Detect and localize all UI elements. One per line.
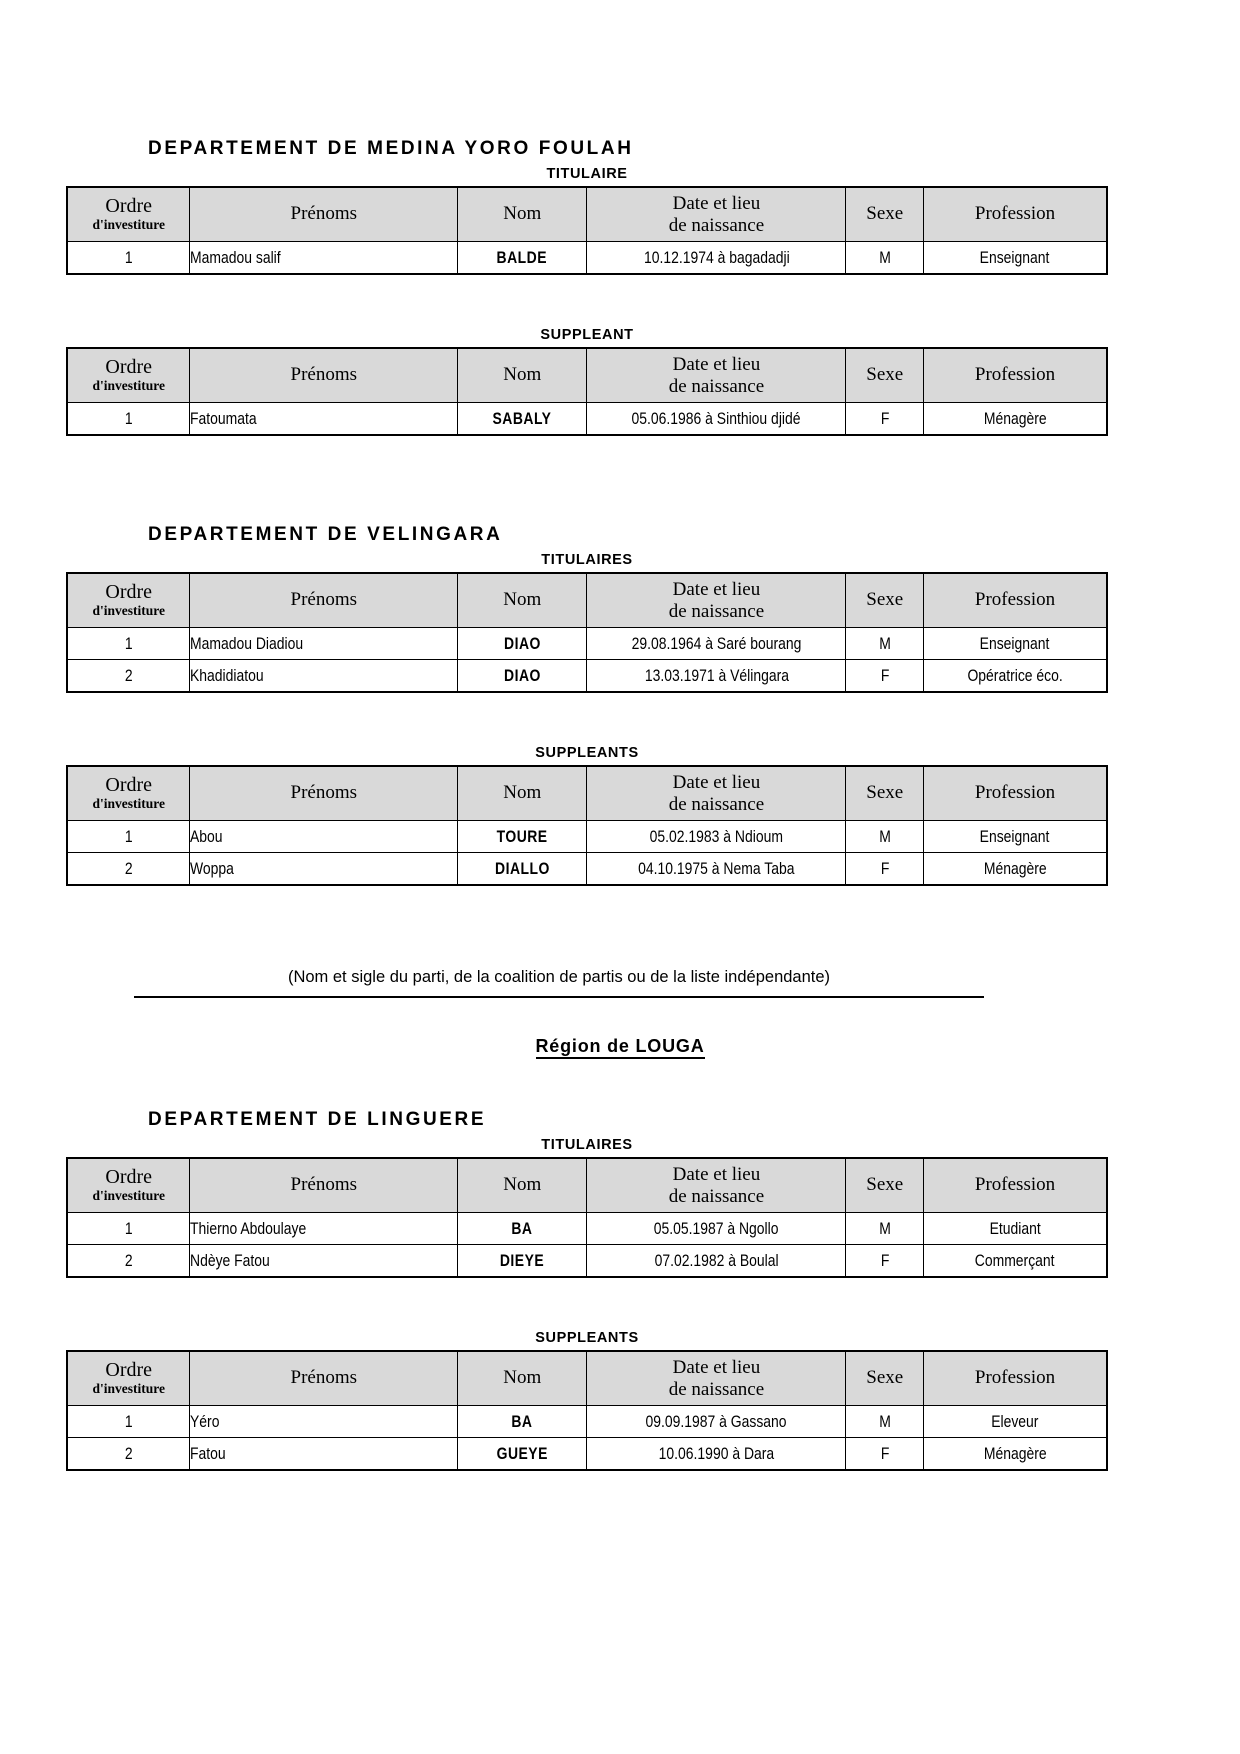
value-nom: TOURE bbox=[496, 826, 548, 846]
value-nom: BA bbox=[511, 1411, 533, 1431]
cell-sexe bbox=[846, 1438, 924, 1471]
cell-nom bbox=[458, 821, 587, 853]
cell-sexe bbox=[846, 242, 924, 275]
roster-table-medina-titulaire bbox=[66, 186, 1108, 275]
column-header-prenoms: Prénoms bbox=[190, 348, 458, 403]
table-row bbox=[67, 660, 1107, 693]
column-header-prenoms: Prénoms bbox=[190, 187, 458, 242]
table-header-row bbox=[67, 1158, 1107, 1213]
cell-sexe bbox=[846, 821, 924, 853]
value-nom: DIAO bbox=[503, 633, 541, 653]
column-header-sexe: Sexe bbox=[846, 187, 924, 242]
cell-prenoms bbox=[190, 821, 458, 853]
cell-nom bbox=[458, 1406, 587, 1438]
column-header-nom: Nom bbox=[458, 573, 587, 628]
value-profession: Commerçant bbox=[975, 1250, 1055, 1270]
date-line-1: Date et lieu bbox=[672, 578, 761, 600]
cell-profession bbox=[924, 1406, 1107, 1438]
cell-ordre bbox=[67, 242, 190, 275]
cell-prenoms bbox=[190, 403, 458, 436]
value-ordre: 2 bbox=[124, 858, 133, 878]
column-header-ordre bbox=[67, 348, 190, 403]
column-header-nom: Nom bbox=[458, 187, 587, 242]
table-caption-titulaires: TITULAIRES bbox=[541, 552, 633, 568]
cell-date bbox=[587, 242, 846, 275]
value-profession: Enseignant bbox=[980, 826, 1050, 846]
table-row bbox=[67, 821, 1107, 853]
spacer bbox=[0, 886, 1240, 968]
value-nom: BALDE bbox=[497, 247, 548, 267]
value-date: 07.02.1982 à Boulal bbox=[654, 1250, 779, 1270]
table-row bbox=[67, 1245, 1107, 1278]
department-heading-medina-yoro-foulah: DEPARTEMENT DE MEDINA YORO FOULAH bbox=[148, 138, 634, 159]
spacer bbox=[0, 436, 1240, 524]
value-date: 04.10.1975 à Nema Taba bbox=[638, 858, 795, 878]
date-line-2: de naissance bbox=[668, 600, 765, 622]
table-caption-suppleants: SUPPLEANTS bbox=[535, 745, 639, 761]
party-name-line: (Nom et sigle du parti, de la coalition de partis ou de la liste indépendante) bbox=[134, 968, 984, 998]
cell-date bbox=[587, 1406, 846, 1438]
cell-date bbox=[587, 660, 846, 693]
column-header-sexe: Sexe bbox=[846, 348, 924, 403]
column-header-sexe: Sexe bbox=[846, 1158, 924, 1213]
value-date: 05.02.1983 à Ndioum bbox=[649, 826, 784, 846]
spacer bbox=[0, 693, 1240, 739]
region-title bbox=[0, 998, 1240, 1057]
cell-prenoms bbox=[190, 1213, 458, 1245]
value-profession: Opératrice éco. bbox=[967, 665, 1063, 685]
cell-profession bbox=[924, 853, 1107, 886]
cell-ordre bbox=[67, 1406, 190, 1438]
date-line-2: de naissance bbox=[668, 375, 765, 397]
cell-prenoms bbox=[190, 853, 458, 886]
value-profession: Etudiant bbox=[989, 1218, 1041, 1238]
value-date: 10.06.1990 à Dara bbox=[658, 1443, 775, 1463]
value-profession: Enseignant bbox=[980, 633, 1050, 653]
column-header-profession: Profession bbox=[924, 348, 1107, 403]
value-sexe: M bbox=[878, 826, 891, 846]
column-header-date-lieu-naissance bbox=[587, 573, 846, 628]
column-header-ordre bbox=[67, 766, 190, 821]
date-line-1: Date et lieu bbox=[672, 192, 761, 214]
column-header-profession: Profession bbox=[924, 573, 1107, 628]
column-header-prenoms: Prénoms bbox=[190, 766, 458, 821]
cell-sexe bbox=[846, 853, 924, 886]
column-header-date-lieu-naissance bbox=[587, 1351, 846, 1406]
date-line-2: de naissance bbox=[668, 793, 765, 815]
table-header-row bbox=[67, 573, 1107, 628]
cell-date bbox=[587, 628, 846, 660]
cell-ordre bbox=[67, 1438, 190, 1471]
value-sexe: M bbox=[878, 633, 891, 653]
cell-date bbox=[587, 1213, 846, 1245]
date-line-1: Date et lieu bbox=[672, 353, 761, 375]
cell-ordre bbox=[67, 1245, 190, 1278]
value-nom: DIALLO bbox=[494, 858, 550, 878]
ordre-label: Ordre bbox=[105, 774, 153, 797]
value-date: 13.03.1971 à Vélingara bbox=[644, 665, 789, 685]
cell-date bbox=[587, 1245, 846, 1278]
value-sexe: F bbox=[880, 858, 889, 878]
department-heading-velingara: DEPARTEMENT DE VELINGARA bbox=[148, 524, 503, 545]
cell-nom bbox=[458, 628, 587, 660]
date-line-1: Date et lieu bbox=[672, 771, 761, 793]
value-profession: Ménagère bbox=[983, 408, 1047, 428]
value-date: 09.09.1987 à Gassano bbox=[645, 1411, 787, 1431]
ordre-label: Ordre bbox=[105, 195, 153, 218]
column-header-prenoms: Prénoms bbox=[190, 1158, 458, 1213]
value-ordre: 1 bbox=[124, 408, 133, 428]
cell-prenoms bbox=[190, 1406, 458, 1438]
value-ordre: 1 bbox=[124, 1218, 133, 1238]
value-nom: DIAO bbox=[503, 665, 541, 685]
cell-nom bbox=[458, 403, 587, 436]
column-header-ordre bbox=[67, 187, 190, 242]
column-header-profession: Profession bbox=[924, 766, 1107, 821]
investiture-label: d'investiture bbox=[92, 796, 165, 811]
cell-profession bbox=[924, 403, 1107, 436]
cell-sexe bbox=[846, 628, 924, 660]
cell-sexe bbox=[846, 660, 924, 693]
column-header-nom: Nom bbox=[458, 1351, 587, 1406]
value-sexe: M bbox=[878, 1218, 891, 1238]
value-date: 10.12.1974 à bagadadji bbox=[643, 247, 790, 267]
roster-table-velingara-suppleants bbox=[66, 765, 1108, 886]
value-ordre: 2 bbox=[124, 1443, 133, 1463]
value-sexe: M bbox=[878, 247, 891, 267]
value-prenoms: Fatou bbox=[190, 1443, 227, 1463]
table-row bbox=[67, 628, 1107, 660]
ordre-label: Ordre bbox=[105, 1359, 153, 1382]
value-sexe: F bbox=[880, 408, 889, 428]
cell-ordre bbox=[67, 853, 190, 886]
cell-ordre bbox=[67, 1213, 190, 1245]
cell-sexe bbox=[846, 1213, 924, 1245]
table-header-row bbox=[67, 187, 1107, 242]
roster-table-linguere-suppleants bbox=[66, 1350, 1108, 1471]
cell-profession bbox=[924, 1213, 1107, 1245]
value-prenoms: Mamadou Diadiou bbox=[190, 633, 304, 653]
value-ordre: 1 bbox=[124, 826, 133, 846]
column-header-profession: Profession bbox=[924, 187, 1107, 242]
value-date: 29.08.1964 à Saré bourang bbox=[631, 633, 802, 653]
value-ordre: 2 bbox=[124, 1250, 133, 1270]
cell-nom bbox=[458, 1245, 587, 1278]
table-caption-titulaire: TITULAIRE bbox=[546, 166, 628, 182]
ordre-label: Ordre bbox=[105, 356, 153, 379]
cell-nom bbox=[458, 1213, 587, 1245]
roster-table-linguere-titulaires bbox=[66, 1157, 1108, 1278]
column-header-sexe: Sexe bbox=[846, 1351, 924, 1406]
cell-profession bbox=[924, 242, 1107, 275]
cell-ordre bbox=[67, 660, 190, 693]
value-nom: DIEYE bbox=[500, 1250, 545, 1270]
column-header-prenoms: Prénoms bbox=[190, 1351, 458, 1406]
column-header-date-lieu-naissance bbox=[587, 766, 846, 821]
date-line-2: de naissance bbox=[668, 214, 765, 236]
spacer bbox=[0, 1057, 1240, 1109]
value-date: 05.06.1986 à Sinthiou djidé bbox=[631, 408, 801, 428]
cell-prenoms bbox=[190, 1245, 458, 1278]
investiture-label: d'investiture bbox=[92, 378, 165, 393]
cell-sexe bbox=[846, 1406, 924, 1438]
date-line-2: de naissance bbox=[668, 1185, 765, 1207]
value-prenoms: Khadidiatou bbox=[190, 665, 265, 685]
value-sexe: M bbox=[878, 1411, 891, 1431]
table-row bbox=[67, 1438, 1107, 1471]
cell-date bbox=[587, 853, 846, 886]
cell-prenoms bbox=[190, 1438, 458, 1471]
investiture-label: d'investiture bbox=[92, 1381, 165, 1396]
value-prenoms: Fatoumata bbox=[190, 408, 258, 428]
table-row bbox=[67, 1406, 1107, 1438]
value-sexe: F bbox=[880, 1250, 889, 1270]
value-prenoms: Abou bbox=[190, 826, 224, 846]
value-prenoms: Yéro bbox=[190, 1411, 220, 1431]
cell-profession bbox=[924, 1438, 1107, 1471]
cell-sexe bbox=[846, 1245, 924, 1278]
spacer bbox=[0, 1278, 1240, 1324]
cell-nom bbox=[458, 853, 587, 886]
table-row bbox=[67, 403, 1107, 436]
cell-sexe bbox=[846, 403, 924, 436]
date-line-1: Date et lieu bbox=[672, 1356, 761, 1378]
investiture-label: d'investiture bbox=[92, 217, 165, 232]
column-header-date-lieu-naissance bbox=[587, 348, 846, 403]
cell-profession bbox=[924, 1245, 1107, 1278]
value-date: 05.05.1987 à Ngollo bbox=[654, 1218, 779, 1238]
value-nom: BA bbox=[511, 1218, 533, 1238]
investiture-label: d'investiture bbox=[92, 603, 165, 618]
cell-ordre bbox=[67, 821, 190, 853]
column-header-sexe: Sexe bbox=[846, 573, 924, 628]
value-prenoms: Ndèye Fatou bbox=[190, 1250, 271, 1270]
value-profession: Ménagère bbox=[983, 1443, 1047, 1463]
value-nom: GUEYE bbox=[496, 1443, 548, 1463]
value-profession: Ménagère bbox=[983, 858, 1047, 878]
column-header-ordre bbox=[67, 1351, 190, 1406]
column-header-prenoms: Prénoms bbox=[190, 573, 458, 628]
table-header-row bbox=[67, 766, 1107, 821]
column-header-nom: Nom bbox=[458, 766, 587, 821]
cell-nom bbox=[458, 1438, 587, 1471]
value-prenoms: Mamadou salif bbox=[190, 247, 282, 267]
roster-table-medina-suppleant bbox=[66, 347, 1108, 436]
cell-date bbox=[587, 1438, 846, 1471]
value-sexe: F bbox=[880, 1443, 889, 1463]
ordre-label: Ordre bbox=[105, 1166, 153, 1189]
table-caption-suppleant: SUPPLEANT bbox=[540, 327, 634, 343]
value-profession: Enseignant bbox=[980, 247, 1050, 267]
value-ordre: 1 bbox=[124, 247, 133, 267]
department-heading-linguere: DEPARTEMENT DE LINGUERE bbox=[148, 1109, 487, 1130]
investiture-label: d'investiture bbox=[92, 1188, 165, 1203]
value-nom: SABALY bbox=[492, 408, 552, 428]
date-line-1: Date et lieu bbox=[672, 1163, 761, 1185]
date-line-2: de naissance bbox=[668, 1378, 765, 1400]
cell-profession bbox=[924, 628, 1107, 660]
column-header-nom: Nom bbox=[458, 1158, 587, 1213]
top-margin-spacer bbox=[0, 0, 1240, 138]
column-header-profession: Profession bbox=[924, 1351, 1107, 1406]
column-header-nom: Nom bbox=[458, 348, 587, 403]
column-header-profession: Profession bbox=[924, 1158, 1107, 1213]
value-prenoms: Woppa bbox=[190, 858, 235, 878]
cell-nom bbox=[458, 242, 587, 275]
table-header-row bbox=[67, 348, 1107, 403]
cell-ordre bbox=[67, 628, 190, 660]
column-header-date-lieu-naissance bbox=[587, 1158, 846, 1213]
table-caption-titulaires: TITULAIRES bbox=[541, 1137, 633, 1153]
table-caption-suppleants: SUPPLEANTS bbox=[535, 1330, 639, 1346]
cell-ordre bbox=[67, 403, 190, 436]
cell-nom bbox=[458, 660, 587, 693]
table-row bbox=[67, 242, 1107, 275]
value-sexe: F bbox=[880, 665, 889, 685]
cell-date bbox=[587, 821, 846, 853]
cell-profession bbox=[924, 660, 1107, 693]
table-row bbox=[67, 1213, 1107, 1245]
region-title-text: Région de LOUGA bbox=[536, 1036, 705, 1059]
value-ordre: 2 bbox=[124, 665, 133, 685]
column-header-ordre bbox=[67, 1158, 190, 1213]
cell-date bbox=[587, 403, 846, 436]
roster-table-velingara-titulaires bbox=[66, 572, 1108, 693]
table-header-row bbox=[67, 1351, 1107, 1406]
ordre-label: Ordre bbox=[105, 581, 153, 604]
value-ordre: 1 bbox=[124, 633, 133, 653]
cell-prenoms bbox=[190, 660, 458, 693]
cell-prenoms bbox=[190, 242, 458, 275]
value-profession: Eleveur bbox=[991, 1411, 1039, 1431]
column-header-ordre bbox=[67, 573, 190, 628]
cell-profession bbox=[924, 821, 1107, 853]
value-prenoms: Thierno Abdoulaye bbox=[190, 1218, 307, 1238]
cell-prenoms bbox=[190, 628, 458, 660]
spacer bbox=[0, 275, 1240, 321]
value-ordre: 1 bbox=[124, 1411, 133, 1431]
table-row bbox=[67, 853, 1107, 886]
column-header-sexe: Sexe bbox=[846, 766, 924, 821]
column-header-date-lieu-naissance bbox=[587, 187, 846, 242]
